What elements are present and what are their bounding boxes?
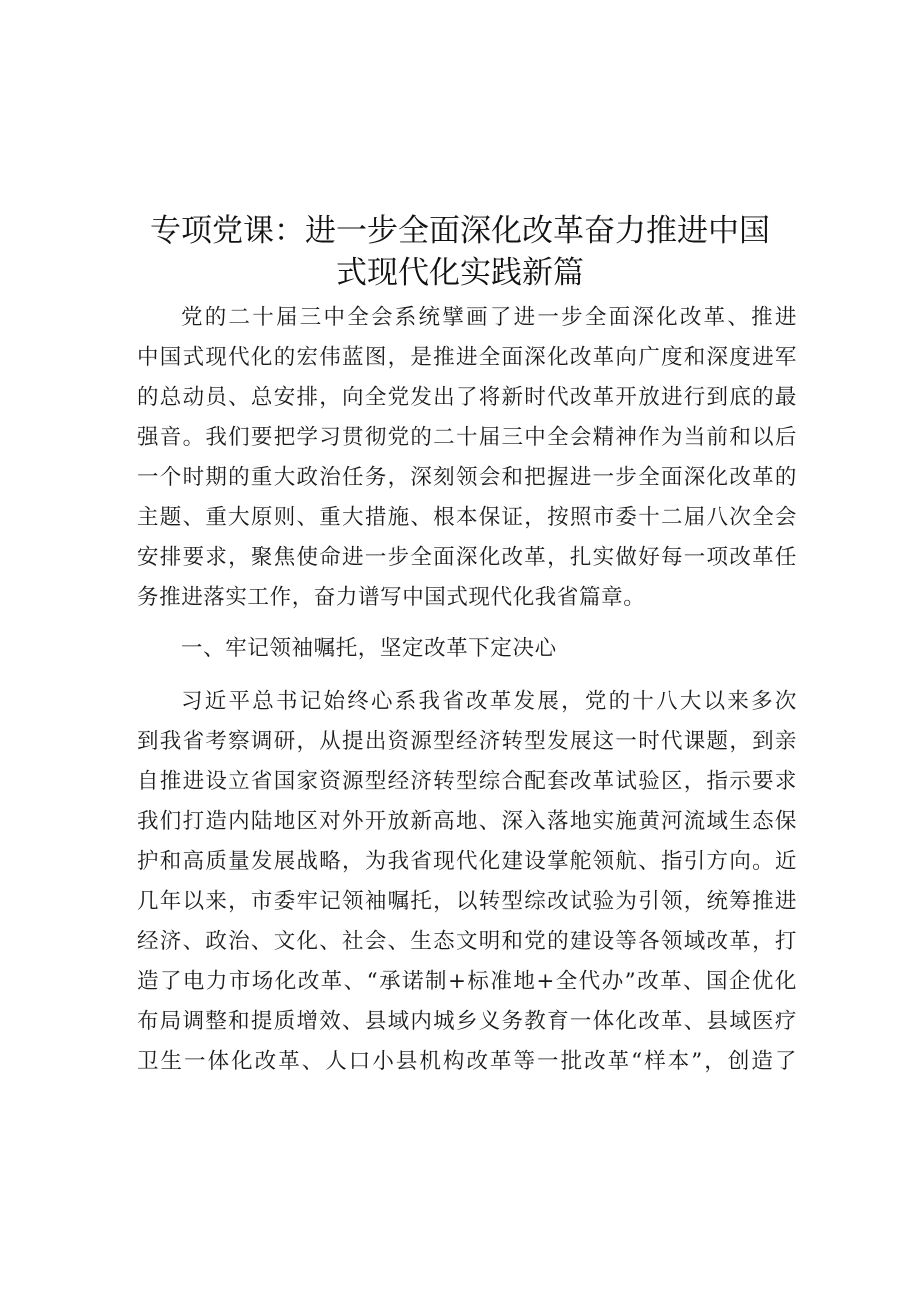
paragraph-line: 习近平总书记始终心系我省改革发展，党的十八大以来多次	[181, 689, 797, 714]
paragraph-line: 强音。我们要把学习贯彻党的二十届三中全会精神作为当前和以后	[137, 425, 797, 450]
paragraph-line: 一个时期的重大政治任务，深刻领会和把握进一步全面深化改革的	[137, 465, 797, 490]
section-heading: 一、牢记领袖嘱托，坚定改革下定决心	[181, 636, 557, 661]
paragraph-line: 造了电力市场化改革、“承诺制+标准地+全代办”改革、国企优化	[137, 969, 797, 994]
paragraph-line: 卫生一体化改革、人口小县机构改革等一批改革“样本”，创造了	[137, 1049, 797, 1074]
paragraph-line: 中国式现代化的宏伟蓝图，是推进全面深化改革向广度和深度进军	[137, 345, 797, 370]
paragraph-line: 经济、政治、文化、社会、生态文明和党的建设等各领域改革，打	[137, 929, 797, 954]
paragraph-line: 几年以来，市委牢记领袖嘱托，以转型综改试验为引领，统筹推进	[137, 889, 797, 914]
paragraph-line: 的总动员、总安排，向全党发出了将新时代改革开放进行到底的最	[137, 385, 797, 410]
paragraph-line: 党的二十届三中全会系统擘画了进一步全面深化改革、推进	[181, 305, 797, 330]
paragraph-line: 护和高质量发展战略，为我省现代化建设掌舵领航、指引方向。近	[137, 849, 797, 874]
paragraph-line: 自推进设立省国家资源型经济转型综合配套改革试验区，指示要求	[137, 769, 797, 794]
paragraph-line: 我们打造内陆地区对外开放新高地、深入落地实施黄河流域生态保	[137, 809, 797, 834]
paragraph-line: 布局调整和提质增效、县域内城乡义务教育一体化改革、县域医疗	[137, 1009, 797, 1034]
paragraph-line: 主题、重大原则、重大措施、根本保证，按照市委十二届八次全会	[137, 505, 797, 530]
document-title-line-1: 专项党课：进一步全面深化改革奋力推进中国	[150, 213, 770, 249]
paragraph-line: 安排要求，聚焦使命进一步全面深化改革，扎实做好每一项改革任	[137, 545, 797, 570]
paragraph-line: 到我省考察调研，从提出资源型经济转型发展这一时代课题，到亲	[137, 729, 797, 754]
paragraph-line: 务推进落实工作，奋力谱写中国式现代化我省篇章。	[137, 585, 646, 610]
document-title-line-2: 式现代化实践新篇	[336, 255, 584, 291]
